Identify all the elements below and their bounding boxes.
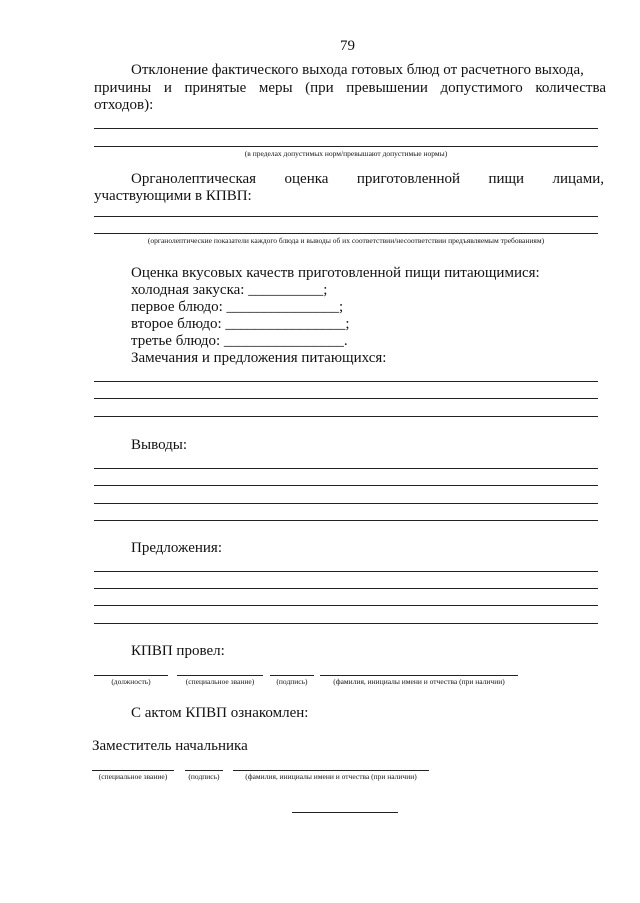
proposals-fill-line-2[interactable] xyxy=(94,588,598,589)
taste-first-course[interactable]: первое блюдо: _______________; xyxy=(131,299,344,315)
section1-fill-line-1[interactable] xyxy=(94,128,598,129)
conclusions-fill-line-1[interactable] xyxy=(94,468,598,469)
remarks-fill-line-3[interactable] xyxy=(94,416,598,417)
kpvp-rank-line[interactable] xyxy=(177,675,263,676)
remarks-fill-line-2[interactable] xyxy=(94,398,598,399)
section1-line1: Отклонение фактического выхода готовых блюд от расчетного выхода, xyxy=(131,62,584,78)
kpvp-position-line[interactable] xyxy=(94,675,168,676)
taste-cold-appetizer[interactable]: холодная закуска: __________; xyxy=(131,282,328,298)
section2-line2: участвующими в КПВП: xyxy=(94,188,252,204)
proposals-label: Предложения: xyxy=(131,540,222,556)
proposals-fill-line-3[interactable] xyxy=(94,605,598,606)
remarks-fill-line-1[interactable] xyxy=(94,381,598,382)
conclusions-fill-line-2[interactable] xyxy=(94,485,598,486)
section1-fill-line-2[interactable] xyxy=(94,146,598,147)
section2-line1: Органолептическая оценка приготовленной пищи лицами, xyxy=(131,171,604,187)
section2-fill-line-1[interactable] xyxy=(94,216,598,217)
section1-line3: отходов): xyxy=(94,97,154,113)
conclusions-label: Выводы: xyxy=(131,437,188,453)
kpvp-rank-caption: (специальное звание) xyxy=(185,677,255,686)
kpvp-name-caption: (фамилия, инициалы имени и отчества (при наличии) xyxy=(333,677,505,686)
conclusions-fill-line-4[interactable] xyxy=(94,520,598,521)
deputy-rank-line[interactable] xyxy=(92,770,174,771)
proposals-fill-line-4[interactable] xyxy=(94,623,598,624)
conclusions-fill-line-3[interactable] xyxy=(94,503,598,504)
kpvp-signature-line[interactable] xyxy=(270,675,314,676)
deputy-name-caption: (фамилия, инициалы имени и отчества (при наличии) xyxy=(245,772,417,781)
closing-separator xyxy=(292,812,398,813)
deputy-name-line[interactable] xyxy=(233,770,429,771)
deputy-signature-line[interactable] xyxy=(185,770,223,771)
remarks-label: Замечания и предложения питающихся: xyxy=(131,350,387,366)
section2-fill-line-2[interactable] xyxy=(94,233,598,234)
section1-caption: (в пределах допустимых норм/превышают допустимые нормы) xyxy=(244,149,448,158)
taste-heading: Оценка вкусовых качеств приготовленной пищи питающимися: xyxy=(131,265,540,281)
taste-third-course[interactable]: третье блюдо: ________________. xyxy=(131,333,348,349)
deputy-signature-caption: (подпись) xyxy=(188,772,220,781)
section2-caption: (органолептические показатели каждого блюда и выводы об их соответствии/несоответствии предъявляемым требованиям) xyxy=(147,236,545,245)
kpvp-signature-caption: (подпись) xyxy=(276,677,308,686)
acquainted-label: С актом КПВП ознакомлен: xyxy=(131,705,309,721)
proposals-fill-line-1[interactable] xyxy=(94,571,598,572)
kpvp-conducted-label: КПВП провел: xyxy=(131,643,225,659)
section1-line2: причины и принятые меры (при превышении допустимого количества xyxy=(94,80,606,96)
deputy-title: Заместитель начальника xyxy=(92,738,248,754)
taste-second-course[interactable]: второе блюдо: ________________; xyxy=(131,316,350,332)
kpvp-name-line[interactable] xyxy=(320,675,518,676)
kpvp-position-caption: (должность) xyxy=(111,677,151,686)
deputy-rank-caption: (специальное звание) xyxy=(98,772,168,781)
page-number: 79 xyxy=(340,38,355,54)
